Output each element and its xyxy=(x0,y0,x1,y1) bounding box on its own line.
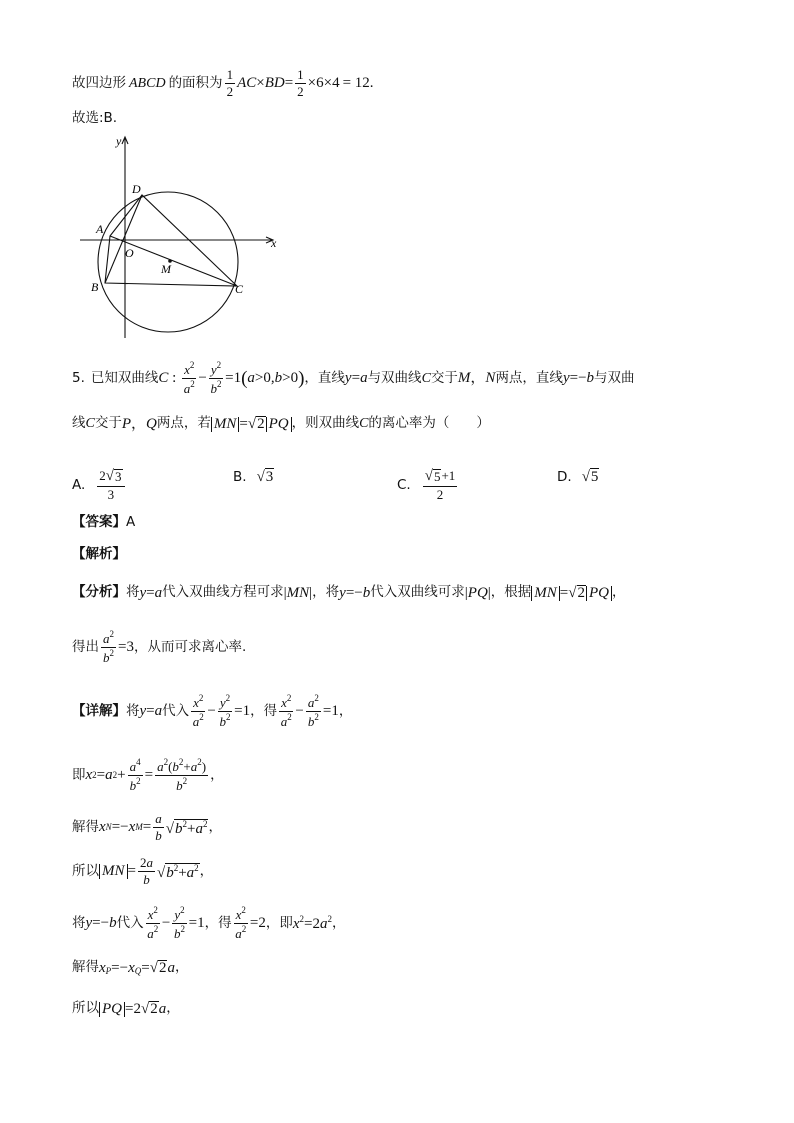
option-b-value: √ 3 xyxy=(256,469,274,485)
var-c: C xyxy=(421,370,431,386)
expr: PQ =2 √ 2 a xyxy=(99,1001,166,1017)
text: 线 xyxy=(72,415,86,432)
option-key: D. xyxy=(557,469,572,485)
text: ，即 xyxy=(265,915,293,932)
label-c: C xyxy=(235,282,244,296)
step-4 xyxy=(72,906,345,942)
xiangjie-tag: 【详解】 xyxy=(72,703,126,720)
var-c: C xyxy=(85,416,95,431)
text: 代入双曲线方程可求 xyxy=(162,584,284,601)
expr: x 2 = a 2 + $a^4$ $b^2$ = $a^2(b^2+a^2)$ $b^2$ xyxy=(85,757,207,794)
expr: |MN| xyxy=(283,584,313,601)
text: 的离心率为（ ） xyxy=(368,415,490,432)
expr: y=−b xyxy=(85,915,117,932)
answer-value: A xyxy=(126,514,136,530)
expr: |PQ| xyxy=(464,584,491,601)
expr: y=a xyxy=(139,584,163,601)
text: 所以 xyxy=(72,863,99,880)
expr: x N =− x M = a b √ $b^2+a^2$ xyxy=(99,811,208,844)
label-o: O xyxy=(125,246,134,260)
question-5-line1 xyxy=(72,361,635,397)
option-c-value: √ 5 +1 2 xyxy=(424,468,456,502)
text: 解得 xyxy=(72,819,99,836)
line-y-a: y=a xyxy=(344,370,368,387)
text: 与双曲 xyxy=(594,370,635,387)
var-c: C xyxy=(359,416,369,431)
area-result: = 12. xyxy=(342,75,374,92)
text: ，则双曲线 xyxy=(291,415,360,432)
text: 代入 xyxy=(162,703,190,720)
xiangjie-line xyxy=(72,694,352,730)
text: ， xyxy=(331,915,346,932)
quad-name: ABCD xyxy=(129,75,166,91)
points-pq: P，Q xyxy=(121,415,157,432)
text: 解得 xyxy=(72,959,99,976)
option-d[interactable] xyxy=(557,468,599,486)
points-mn: M，N xyxy=(457,370,496,387)
text: 将 xyxy=(126,703,140,720)
expr: MN = √ 2 PQ xyxy=(531,585,612,601)
question-5-line2 xyxy=(72,416,490,432)
text: ，得 xyxy=(204,915,232,932)
option-a[interactable] xyxy=(72,468,127,502)
text: ，直线 xyxy=(304,370,345,387)
expr: MN = 2a b √ $b^2+a^2$ xyxy=(99,856,200,888)
text: 已知双曲线 xyxy=(90,370,159,387)
text: 即 xyxy=(72,767,86,784)
step-6 xyxy=(72,1001,180,1017)
fenxi-line xyxy=(72,585,626,601)
step-5 xyxy=(72,960,188,976)
option-key: B. xyxy=(233,469,247,485)
text: ， xyxy=(612,584,626,601)
analysis-tag: 【解析】 xyxy=(72,546,126,562)
text: 将 xyxy=(72,915,86,932)
text: ， xyxy=(208,819,222,836)
choice-line: 故选:B. xyxy=(72,110,118,126)
option-b[interactable] xyxy=(233,468,274,486)
fenxi-line2 xyxy=(72,630,246,666)
text: ， xyxy=(166,1000,180,1017)
condition-mn-pq: MN = √ 2 PQ xyxy=(211,416,292,432)
text: 代入双曲线可求 xyxy=(370,584,465,601)
expr: x $_P$ =− x $_Q$ = √ 2 a xyxy=(99,960,175,976)
text: 得出 xyxy=(72,639,99,656)
label-a: A xyxy=(96,222,104,236)
label-d: D xyxy=(132,182,141,196)
expr: y=−b xyxy=(339,584,371,601)
text: 所以 xyxy=(72,1000,99,1017)
answer-tag: 【答案】 xyxy=(72,514,126,530)
text: ，从而可求离心率. xyxy=(133,639,247,656)
geometry-figure xyxy=(72,133,302,343)
text: ，根据 xyxy=(490,584,532,601)
text: 交于 xyxy=(430,370,458,387)
label-b: B xyxy=(91,280,99,294)
text: 两点，若 xyxy=(156,415,211,432)
option-c[interactable] xyxy=(397,468,459,502)
hyperbola-equation: C : $x^2$ $a^2$ − $y^2$ $b^2$ =1 ( a >0, b >0 ) xyxy=(158,360,305,397)
expr: $a^2$ $b^2$ =3 xyxy=(103,629,134,666)
expr: $x^2$ $a^2$ − $y^2$ $b^2$ =1 xyxy=(192,693,251,730)
expr: y=a xyxy=(139,703,163,720)
expr: $x^2$ $a^2$ − $a^2$ $b^2$ =1 xyxy=(280,693,339,730)
text: 代入 xyxy=(116,915,144,932)
step-3 xyxy=(72,856,213,888)
text: ，将 xyxy=(312,584,340,601)
text: ， xyxy=(174,959,189,976)
area-formula: 1 2 AC × BD = 1 2 ×6×4 xyxy=(226,67,340,100)
text: 将 xyxy=(126,584,140,601)
diagonal-ac xyxy=(110,236,237,286)
expr: $x^2=2a^2$ xyxy=(292,914,332,933)
text: ， xyxy=(210,767,224,784)
text: 两点，直线 xyxy=(495,370,563,387)
step-1 xyxy=(72,758,224,794)
text: ， xyxy=(338,703,353,720)
text: ，得 xyxy=(250,703,278,720)
label-y: y xyxy=(116,134,122,148)
answer-line xyxy=(72,516,135,530)
text: 与双曲线 xyxy=(367,370,422,387)
expr: $x^2$ $a^2$ =2 xyxy=(235,905,266,942)
text: 的面积为 xyxy=(168,75,223,92)
text: 故四边形 xyxy=(72,75,126,92)
option-key: C. xyxy=(397,476,411,493)
label-x: x xyxy=(271,236,277,250)
analysis-tag-line xyxy=(72,548,126,562)
line-y-neg-b: y=−b xyxy=(562,370,595,387)
step-2 xyxy=(72,812,222,844)
label-m: M xyxy=(161,262,171,276)
text: ， xyxy=(199,863,214,880)
question-number: 5. xyxy=(72,370,85,387)
option-a-value: 2 √ 3 3 xyxy=(97,468,124,502)
option-d-value: √ 5 xyxy=(581,469,599,485)
fenxi-tag: 【分析】 xyxy=(72,584,126,601)
text: 交于 xyxy=(94,415,122,432)
option-key: A. xyxy=(72,476,86,493)
area-conclusion-line xyxy=(72,68,374,100)
expr: $x^2$ $a^2$ − $y^2$ $b^2$ =1 xyxy=(147,905,205,942)
